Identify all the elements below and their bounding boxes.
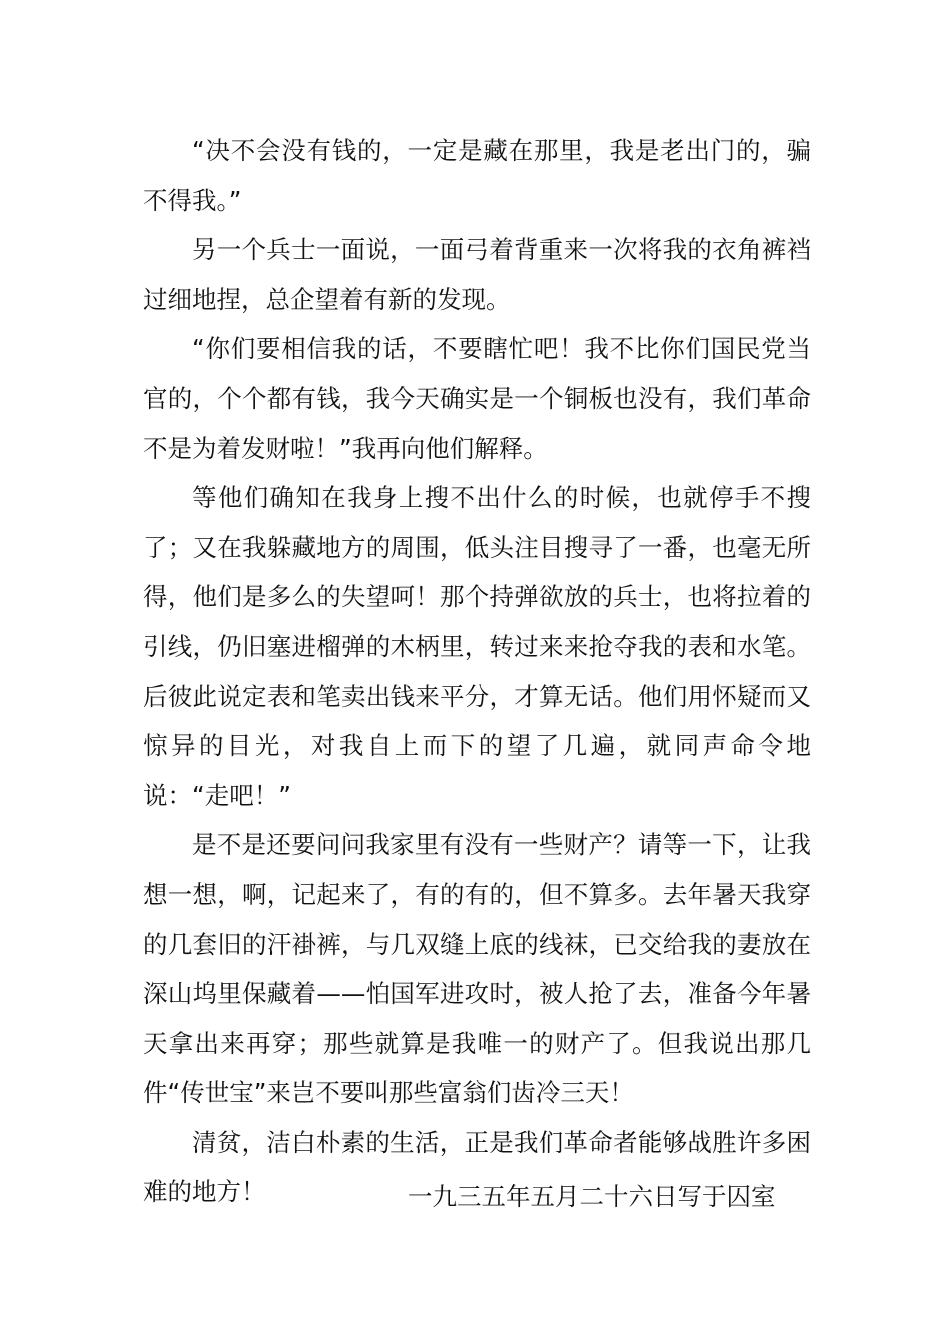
paragraph-3: “你们要相信我的话，不要瞎忙吧！我不比你们国民党当官的，个个都有钱，我今天确实是一个铜板也没有，我们革命不是为着发财啦！”我再向他们解释。 [143, 334, 811, 463]
body-text [143, 126, 811, 1217]
signature-date-line: 一九三五年五月二十六日写于囚室 [408, 1182, 776, 1211]
paragraph-2: 另一个兵士一面说，一面弓着背重来一次将我的衣角裤裆过细地捏，总企望着有新的发现。 [143, 235, 811, 314]
paragraph-6: 清贫，洁白朴素的生活，正是我们革命者能够战胜许多困难的地方！ [143, 1127, 811, 1207]
paragraph-5: 是不是还要问问我家里有没有一些财产？请等一下，让我想一想，啊，记起来了，有的有的，但不算多。去年暑天我穿的几套旧的汗褂裤，与几双缝上底的线袜，已交给我的妻放在深山坞里保藏着——怕国军进攻时，被人抢了去，准备今年暑天拿出来再穿；那些就算是我唯一的财产了。但我说出那几件“传世宝”来岂不要叫那些富翁们齿冷三天！ [143, 830, 811, 1108]
paragraph-4: 等他们确知在我身上搜不出什么的时候，也就停手不搜了；又在我躲藏地方的周围，低头注目搜寻了一番，也毫无所得，他们是多么的失望呵！那个持弹欲放的兵士，也将拉着的引线，仍旧塞进榴弹的木柄里，转过来来抢夺我的表和水笔。后彼此说定表和笔卖出钱来平分，才算无话。他们用怀疑而又惊异的目光，对我自上而下的望了几遍，就同声命令地说：“走吧！” [143, 483, 811, 810]
paragraph-1: “决不会没有钱的，一定是藏在那里，我是老出门的，骗不得我。” [143, 136, 811, 215]
